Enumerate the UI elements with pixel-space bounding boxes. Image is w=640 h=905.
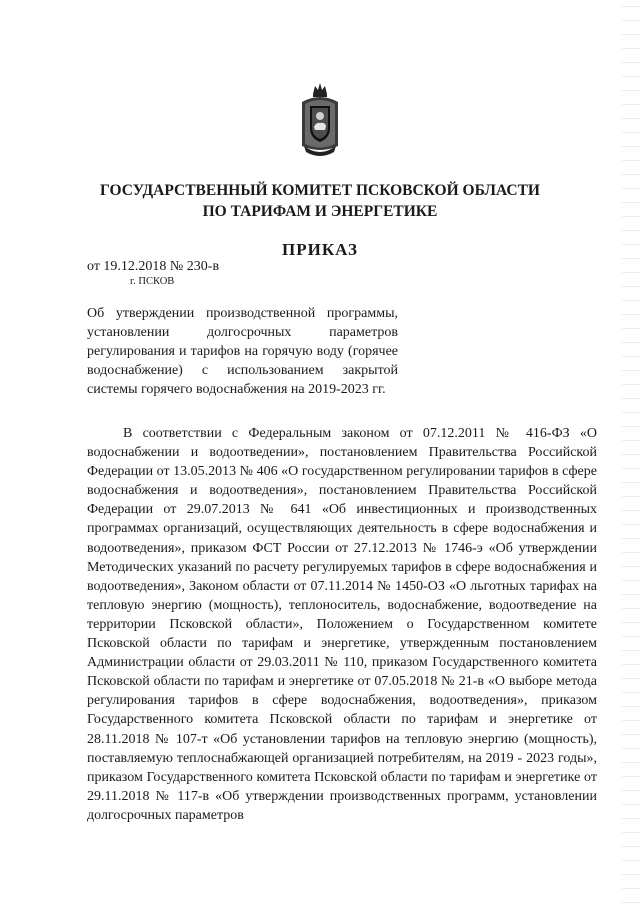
- document-place: г. ПСКОВ: [130, 276, 175, 287]
- document-body: В соответствии с Федеральным законом от 07.12.2011 № 416-ФЗ «О водоснабжении и водоотведении», постановлением Правительства Российской Федерации от 13.05.2013 № 406 «О государственном регулировании тарифов в сфере водоснабжения и водоотведения», постановлением Правительства Российской Федерации от 29.07.2013 № 641 «Об инвестиционных и производственных программах организаций, осуществляющих деятельность в сфере водоснабжения и водоотведения», приказом ФСТ России от 27.12.2013 № 1746-э «Об утверждении Методических указаний по расчету регулируемых тарифов в сфере водоснабжения и водоотведения», Законом области от 07.11.2014 № 1450-ОЗ «О льготных тарифах на тепловую энергию (мощность), теплоноситель, водоснабжение, водоотведение на территории Псковской области», Положением о Государственном комитете Псковской области по тарифам и энергетике, утвержденным постановлением Администрации области от 29.03.2011 № 110, приказом Государственного комитета Псковской области по тарифам и энергетике от 07.05.2018 № 21-в «О выборе метода регулирования тарифов в сфере водоснабжения, водоотведения», приказом Государственного комитета Псковской области по тарифам и энергетике от 28.11.2018 № 107-т «Об установлении тарифов на тепловую энергию (мощность), поставляемую теплоснабжающей организацией потребителям, на 2019 - 2023 годы», приказом Государственного комитета Псковской области по тарифам и энергетике от 29.11.2018 № 117-в «Об утверждении производственных программ, установлении долгосрочных параметров: [87, 426, 597, 823]
- organization-name-line1: ГОСУДАРСТВЕННЫЙ КОМИТЕТ ПСКОВСКОЙ ОБЛАСТИ: [99, 182, 540, 199]
- document-subject: Об утверждении производственной программы, установлении долгосрочных параметров регулирования и тарифов на горячую воду (горячее водоснабжение) с использованием закрытой системы горячего водоснабжения на 2019-2023 гг.: [87, 306, 398, 397]
- coat-of-arms-icon: [298, 80, 342, 160]
- document-type: ПРИКАЗ: [282, 240, 358, 259]
- scan-edge: [622, 0, 640, 905]
- organization-name-line2: ПО ТАРИФАМ И ЭНЕРГЕТИКЕ: [202, 203, 438, 220]
- organization-name: [60, 180, 580, 222]
- document-date-number: от 19.12.2018 № 230-в: [87, 259, 220, 274]
